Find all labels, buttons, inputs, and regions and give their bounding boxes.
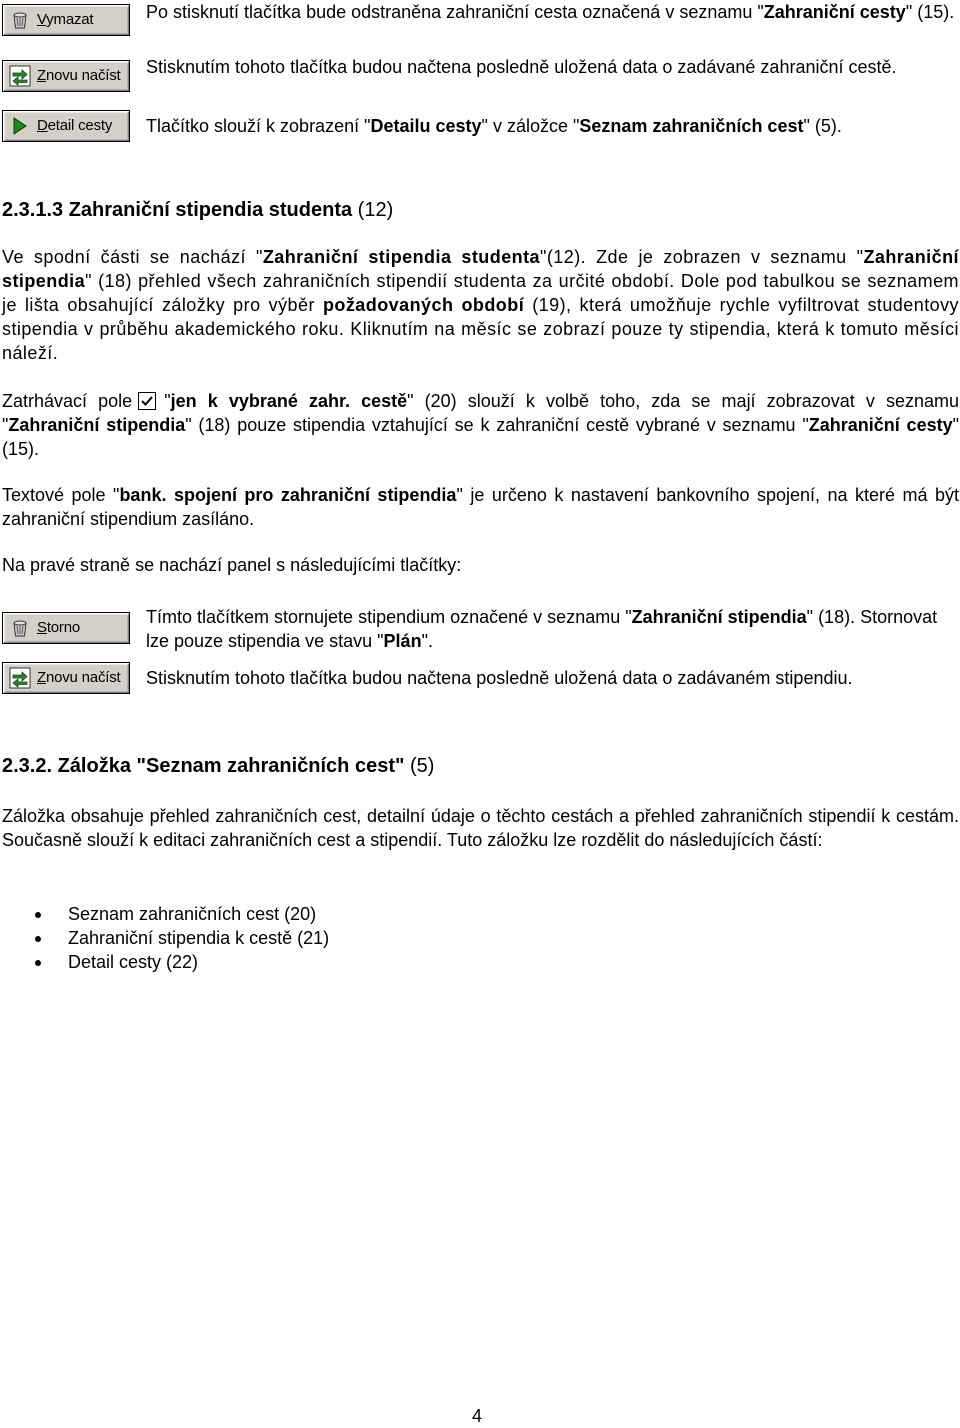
section-heading-2-3-2: 2.3.2. Záložka "Seznam zahraničních cest" (5)	[2, 755, 435, 777]
bullet-list	[0, 902, 329, 974]
page-number: 4	[472, 1406, 483, 1426]
paragraph-zalozka-overview: Záložka obsahuje přehled zahraničních cest, detailní údaje o těchto cestách a přehled zahraničních stipendií k cestám. Současně slouží k editaci zahraničních cest a stipendií. Tuto záložku lze rozdělit do následujících částí:	[2, 806, 959, 850]
trash-bin-icon	[9, 9, 31, 31]
reload-arrows-icon	[9, 667, 31, 689]
vymazat-button-label: Vymazat	[37, 11, 94, 28]
vymazat-description: Po stisknutí tlačítka bude odstraněna zahraniční cesta označená v seznamu "Zahraniční cesty" (15).	[146, 2, 955, 22]
znovu-nacist-description: Stisknutím tohoto tlačítka budou načtena posledně uložená data o zadávané zahraniční cestě.	[146, 57, 897, 77]
list-item: Detail cesty (22)	[0, 950, 329, 974]
section-heading-2-3-1-3: 2.3.1.3 Zahraniční stipendia studenta (12)	[2, 199, 394, 221]
znovu-nacist-button-label: Znovu načíst	[37, 67, 121, 84]
checkbox-checked-icon	[138, 392, 156, 410]
vymazat-button[interactable]	[2, 4, 130, 36]
detail-cesty-button-label: Detail cesty	[37, 117, 113, 134]
znovu-nacist-stipendium-description: Stisknutím tohoto tlačítka budou načtena posledně uložená data o zadávaném stipendiu.	[146, 668, 853, 688]
paragraph-bank-field: Textové pole "bank. spojení pro zahraniční stipendia" je určeno k nastavení bankovního spojení, na které má být zahraniční stipendium zasíláno.	[2, 485, 959, 529]
storno-button-label: Storno	[37, 619, 81, 636]
paragraph-stipendia-overview: Ve spodní části se nachází "Zahraniční stipendia studenta"(12). Zde je zobrazen v seznamu "Zahraniční stipendia" (18) přehled všech zahraničních stipendií studenta za určité období. Dole pod tabulkou se seznamem je lišta obsahující záložky pro výběr požadovaných období (19), která umožňuje rychle vyfiltrovat studentovy stipendia v průběhu akademického roku. Kliknutím na měsíc se zobrazí pouze ty stipendia, která k tomuto měsíci náleží.	[2, 247, 960, 363]
list-item: Seznam zahraničních cest (20)	[0, 902, 329, 926]
paragraph-checkbox: Zatrhávací pole "jen k vybrané zahr. cestě" (20) slouží k volbě toho, zda se mají zobrazovat v seznamu "Zahraniční stipendia" (18) pouze stipendia vztahující se k zahraniční cestě vybrané v seznamu "Zahraniční cesty" (15).	[2, 391, 959, 459]
storno-description: Tímto tlačítkem stornujete stipendium označené v seznamu "Zahraniční stipendia" (18). Stornovat lze pouze stipendia ve stavu "Plán".	[146, 607, 938, 651]
znovu-nacist-button[interactable]	[2, 60, 130, 92]
znovu-nacist-stipendium-button[interactable]	[2, 662, 130, 694]
reload-arrows-icon	[9, 65, 31, 87]
storno-button[interactable]	[2, 612, 130, 644]
detail-cesty-description: Tlačítko slouží k zobrazení "Detailu cesty" v záložce "Seznam zahraničních cest" (5).	[146, 116, 842, 136]
list-item: Zahraniční stipendia k cestě (21)	[0, 926, 329, 950]
detail-cesty-button[interactable]	[2, 110, 130, 142]
paragraph-right-panel: Na pravé straně se nachází panel s následujícími tlačítky:	[2, 555, 462, 575]
znovu-nacist-stipendium-button-label: Znovu načíst	[37, 669, 121, 686]
trash-bin-icon	[9, 617, 31, 639]
play-arrow-icon	[9, 115, 31, 137]
